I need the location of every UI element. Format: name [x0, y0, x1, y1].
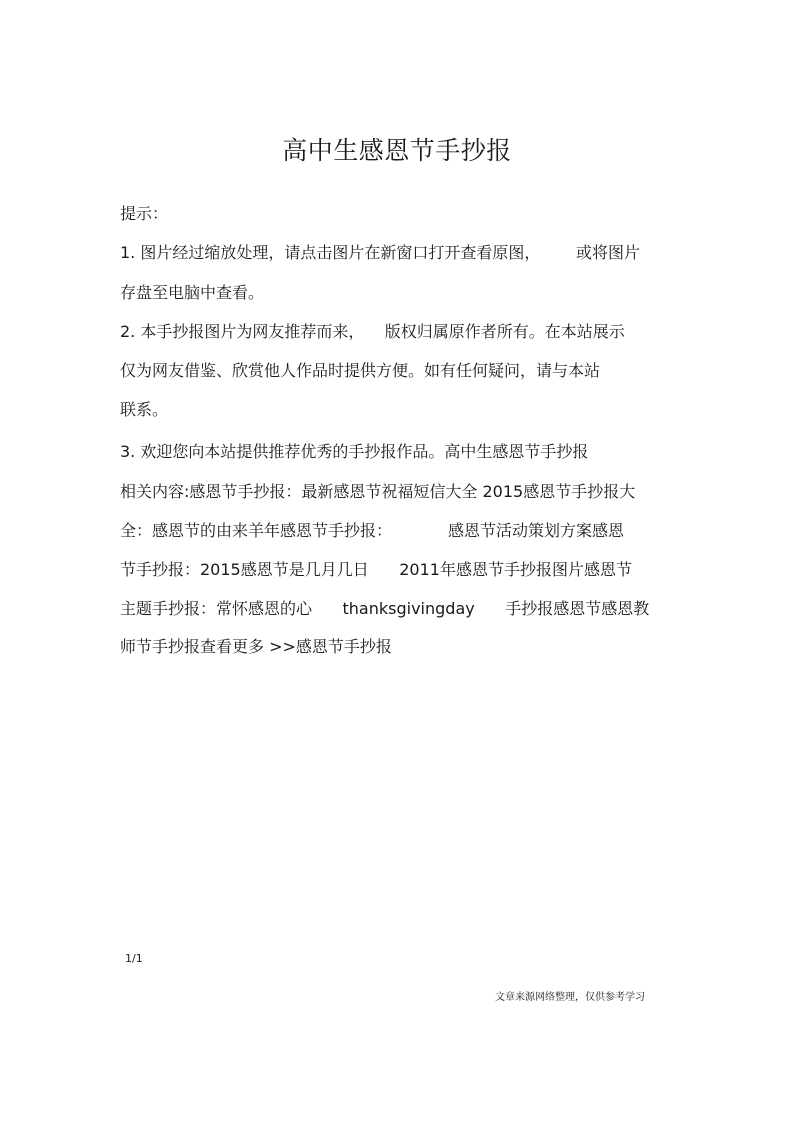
- page-title: 高中生感恩节手抄报: [282, 136, 512, 165]
- tip-1-line-1: 1. 图片经过缩放处理，请点击图片在新窗口打开查看原图， 或将图片: [120, 243, 640, 262]
- tips-heading: 提示：: [120, 204, 169, 223]
- footer-note: 文章来源网络整理，仅供参考学习: [495, 992, 645, 1003]
- related-line-4: 主题手抄报：常怀感恩的心 thanksgivingday 手抄报感恩节感恩教: [120, 599, 650, 618]
- page-number: 1/1: [125, 952, 143, 965]
- related-line-1: 相关内容:感恩节手抄报：最新感恩节祝福短信大全 2015感恩节手抄报大: [120, 482, 636, 501]
- tip-2-line-1: 2. 本手抄报图片为网友推荐而来， 版权归属原作者所有。在本站展示: [120, 322, 625, 341]
- tip-2-line-2: 仅为网友借鉴、欣赏他人作品时提供方便。如有任何疑问，请与本站: [120, 361, 601, 380]
- tip-2-line-3: 联系。: [120, 400, 169, 419]
- related-line-5: 师节手抄报查看更多 >>感恩节手抄报: [120, 637, 392, 656]
- tip-1-line-2: 存盘至电脑中查看。: [120, 283, 265, 302]
- related-line-2: 全：感恩节的由来羊年感恩节手抄报： 感恩节活动策划方案感恩: [120, 521, 624, 540]
- related-line-3: 节手抄报：2015感恩节是几月几日 2011年感恩节手抄报图片感恩节: [120, 560, 632, 579]
- tip-3-line-1: 3. 欢迎您向本站提供推荐优秀的手抄报作品。高中生感恩节手抄报: [120, 442, 589, 461]
